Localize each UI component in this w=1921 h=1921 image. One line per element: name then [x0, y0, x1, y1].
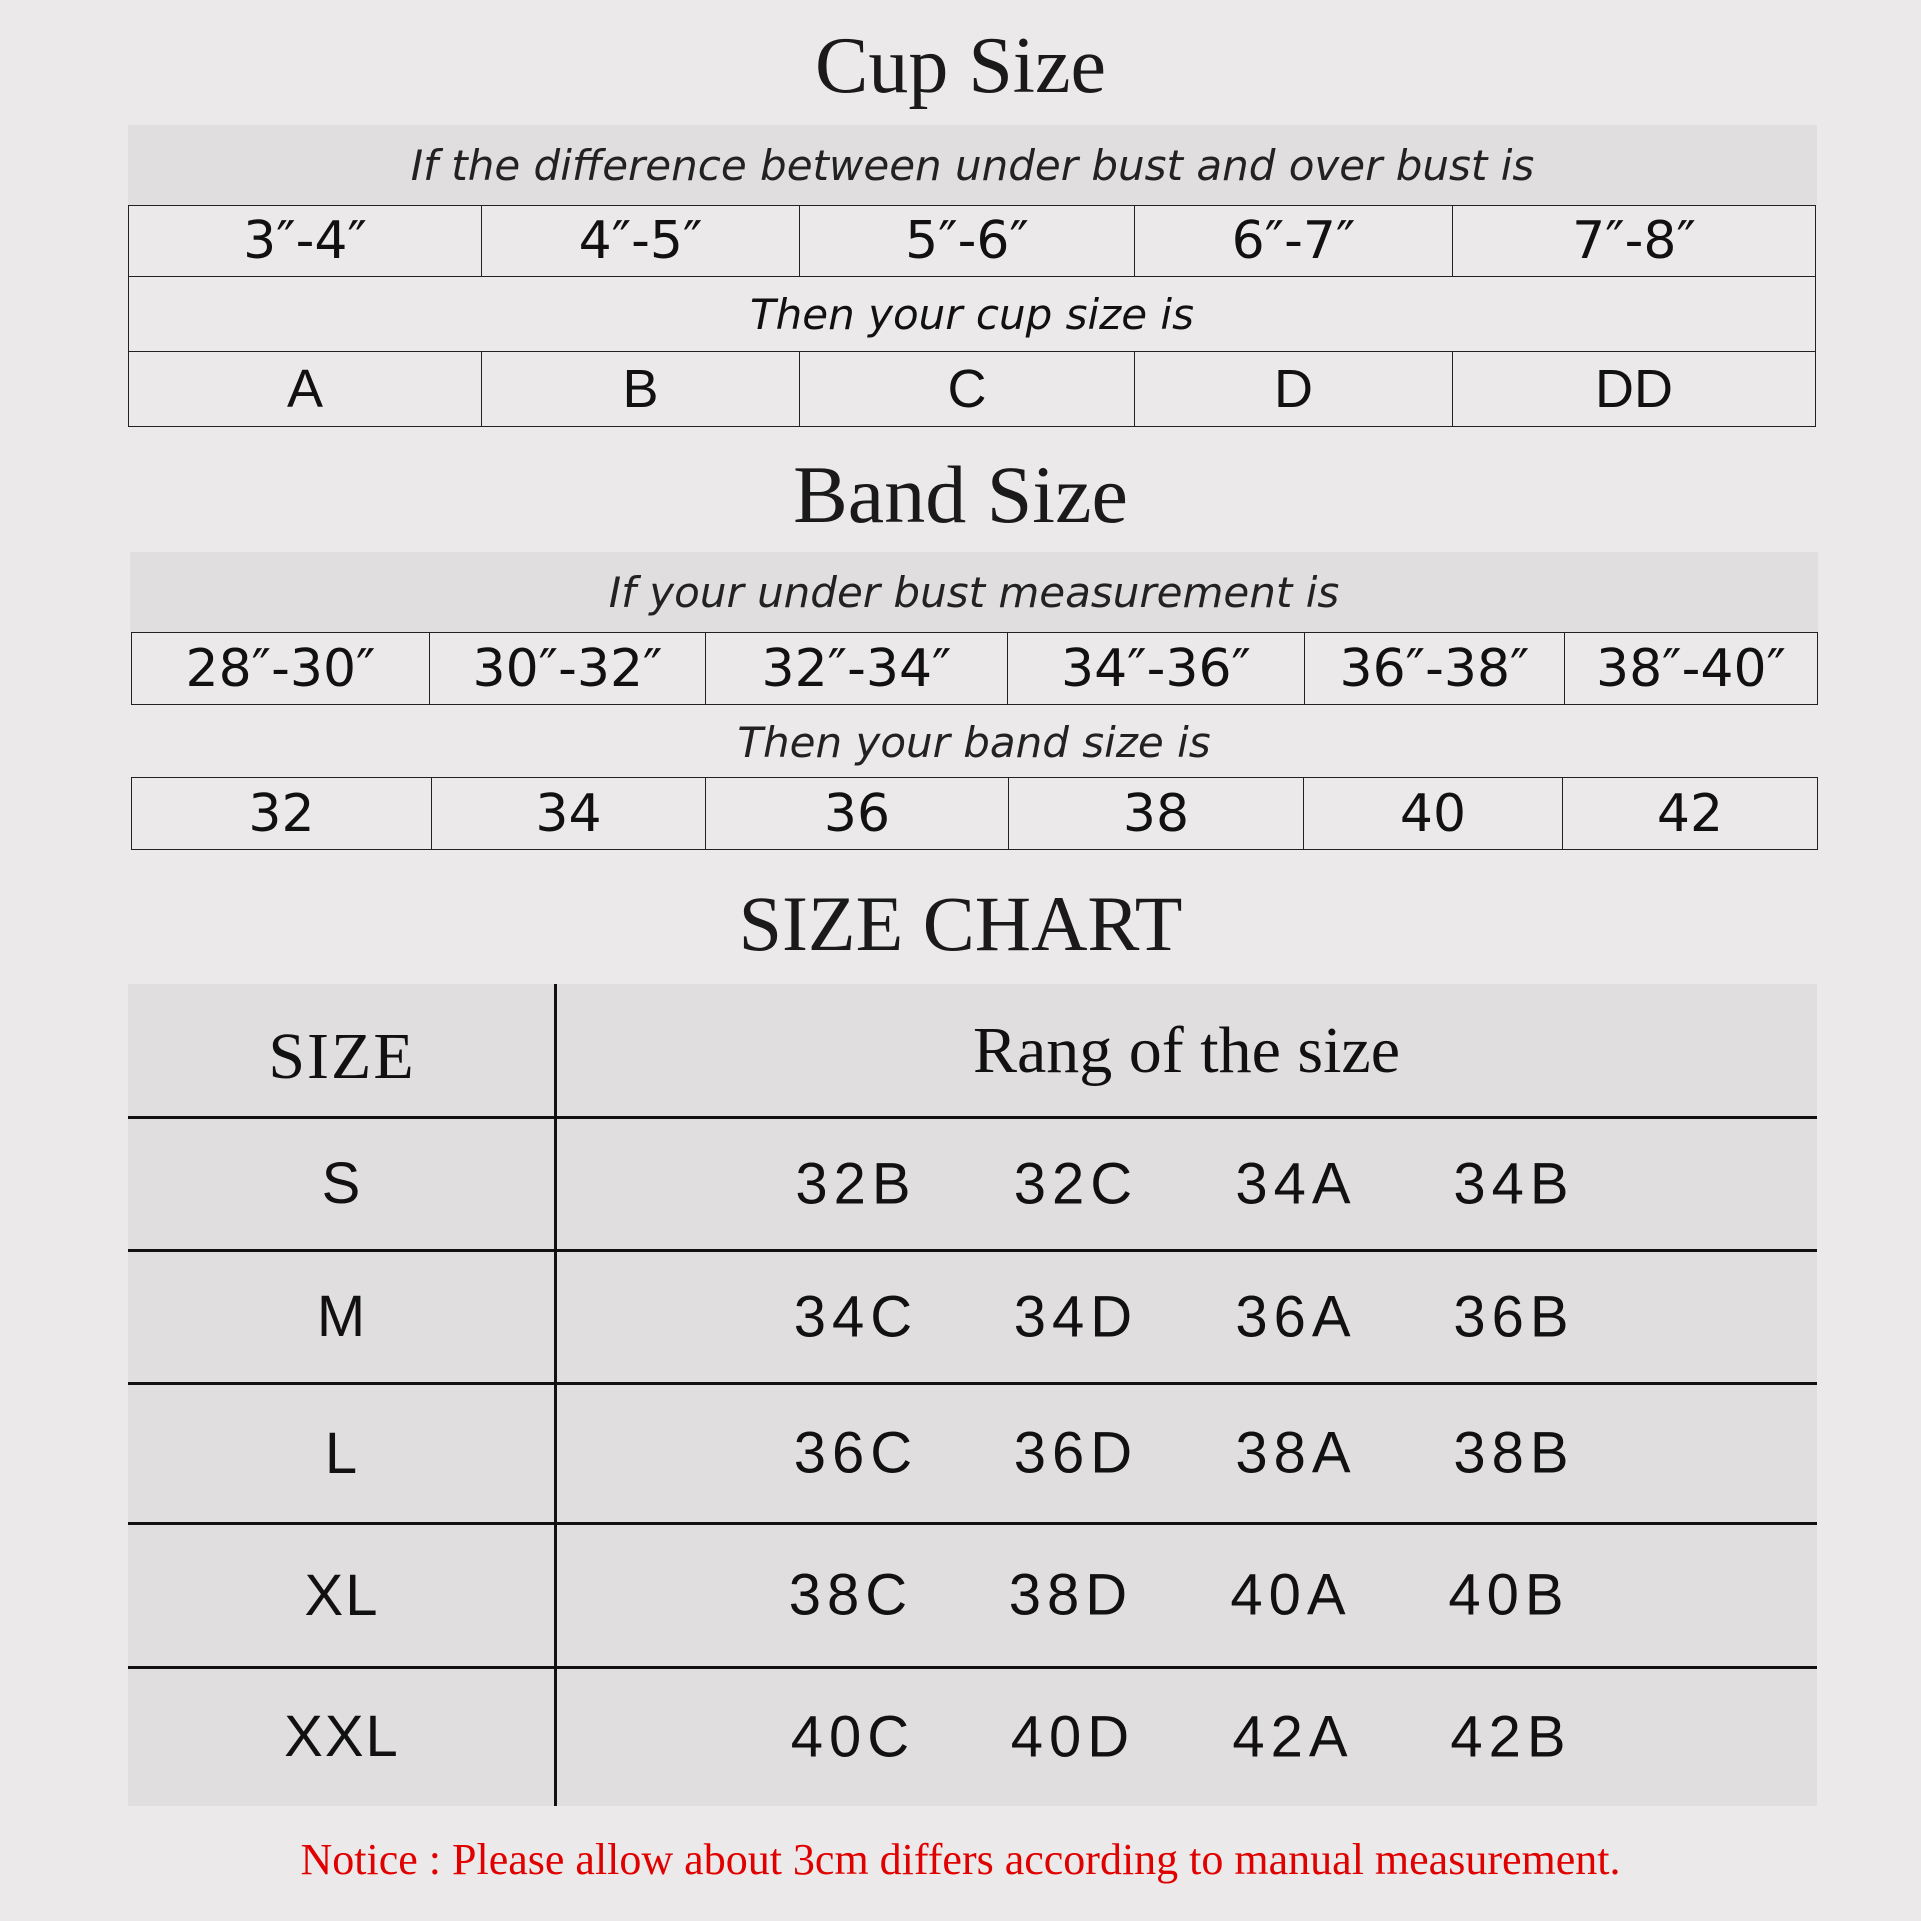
size-column-header: SIZE	[268, 1019, 416, 1093]
range-value: 36C	[793, 1420, 919, 1486]
cup-letter-row	[129, 352, 1816, 427]
range-value: 32C	[1013, 1151, 1139, 1216]
size-chart-table	[128, 984, 1817, 1806]
range-value: 38D	[1008, 1562, 1134, 1628]
range-value: 32B	[795, 1151, 917, 1216]
row-divider	[128, 1522, 1817, 1525]
band-range-cell: 36″-38″	[1305, 633, 1565, 705]
cup-range-cell: 6″-7″	[1135, 206, 1453, 277]
size-range	[556, 1250, 1817, 1383]
band-result-caption: Then your band size is	[737, 717, 1211, 767]
size-chart-header-row	[128, 984, 1817, 1117]
band-size-cell: 36	[706, 778, 1009, 850]
band-range-cell: 38″-40″	[1565, 633, 1818, 705]
cup-range-cell: 4″-5″	[482, 206, 800, 277]
cup-size-table	[128, 205, 1816, 427]
size-row-xl	[128, 1523, 1817, 1667]
cup-letter-cell: DD	[1453, 352, 1816, 427]
size-label: XXL	[284, 1704, 400, 1769]
range-value: 36D	[1013, 1420, 1139, 1486]
cup-range-cell: 7″-8″	[1453, 206, 1816, 277]
size-chart-title: SIZE CHART	[738, 880, 1183, 967]
column-divider	[554, 984, 557, 1806]
size-range	[556, 1117, 1817, 1250]
range-value: 38C	[788, 1562, 914, 1628]
row-divider	[128, 1666, 1817, 1669]
range-value: 42B	[1450, 1704, 1572, 1769]
band-range-cell: 30″-32″	[430, 633, 706, 705]
range-value: 38A	[1235, 1420, 1357, 1486]
range-value: 34A	[1235, 1151, 1357, 1216]
size-label: S	[321, 1151, 363, 1216]
range-value: 42A	[1232, 1704, 1354, 1769]
band-condition-caption: If your under bust measurement is	[130, 552, 1818, 632]
range-value: 34D	[1013, 1284, 1139, 1349]
band-range-cell: 28″-30″	[132, 633, 430, 705]
row-divider	[128, 1116, 1817, 1119]
range-value: 40A	[1230, 1562, 1352, 1628]
band-size-table	[131, 777, 1818, 850]
cup-condition-caption: If the difference between under bust and over bust is	[128, 125, 1817, 205]
size-label: L	[324, 1420, 360, 1486]
size-label: M	[316, 1284, 368, 1349]
size-row-s	[128, 1117, 1817, 1250]
row-divider	[128, 1382, 1817, 1385]
range-value: 36A	[1235, 1284, 1357, 1349]
range-value: 36B	[1453, 1284, 1575, 1349]
band-range-cell: 34″-36″	[1008, 633, 1305, 705]
size-label: XL	[304, 1562, 380, 1628]
range-value: 40C	[790, 1704, 916, 1769]
cup-range-cell: 3″-4″	[129, 206, 482, 277]
range-value: 34B	[1453, 1151, 1575, 1216]
range-value: 38B	[1453, 1420, 1575, 1486]
size-row-l	[128, 1383, 1817, 1523]
cup-letter-cell: C	[800, 352, 1135, 427]
size-row-xxl	[128, 1667, 1817, 1806]
cup-letter-cell: B	[482, 352, 800, 427]
band-size-cell: 42	[1563, 778, 1818, 850]
band-range-table	[131, 632, 1818, 705]
size-range	[556, 1383, 1817, 1523]
band-size-cell: 38	[1009, 778, 1304, 850]
band-size-cell: 40	[1304, 778, 1563, 850]
size-range	[556, 1523, 1817, 1667]
cup-result-caption: Then your cup size is	[129, 277, 1816, 352]
band-range-cell: 32″-34″	[706, 633, 1008, 705]
band-size-cell: 32	[132, 778, 432, 850]
band-range-row	[132, 633, 1818, 705]
range-value: 34C	[793, 1284, 919, 1349]
row-divider	[128, 1249, 1817, 1252]
band-size-title: Band Size	[793, 449, 1128, 540]
range-value: 40B	[1448, 1562, 1570, 1628]
cup-letter-cell: A	[129, 352, 482, 427]
cup-letter-cell: D	[1135, 352, 1453, 427]
band-size-row	[132, 778, 1818, 850]
range-value: 40D	[1010, 1704, 1136, 1769]
notice-text: Notice : Please allow about 3cm differs according to manual measurement.	[300, 1835, 1621, 1884]
cup-range-cell: 5″-6″	[800, 206, 1135, 277]
size-row-m	[128, 1250, 1817, 1383]
band-size-cell: 34	[432, 778, 706, 850]
size-range	[556, 1667, 1817, 1806]
range-column-header: Rang of the size	[972, 1013, 1401, 1087]
cup-range-row	[129, 206, 1816, 277]
cup-size-title: Cup Size	[814, 22, 1107, 110]
cup-result-caption-row	[129, 277, 1816, 352]
